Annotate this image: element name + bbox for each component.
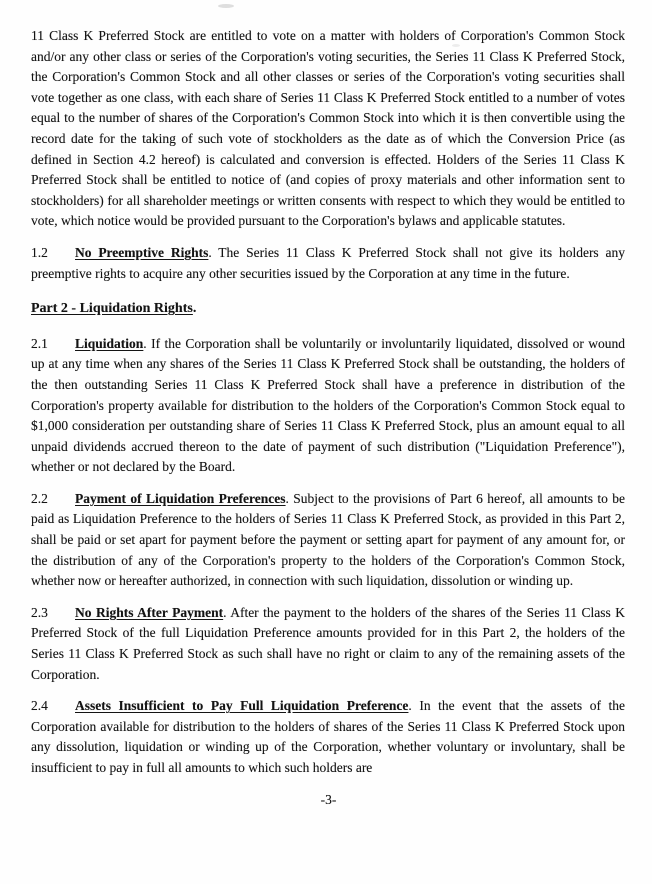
section-heading: Liquidation <box>75 335 144 351</box>
part-2-heading <box>31 299 625 320</box>
page-number: -3- <box>320 791 337 807</box>
scan-artifact <box>218 4 234 8</box>
section-heading: No Preemptive Rights <box>75 244 209 260</box>
section-2-3 <box>31 603 625 685</box>
part-2-heading-period: . <box>192 301 197 317</box>
section-2-1 <box>31 334 625 478</box>
section-number: 2.3 <box>31 604 48 620</box>
section-body: . If the Corporation shall be voluntarily or involuntarily liquidated, dissolved or wound up at any time when any shares of the Series 11 Class K Preferred Stock shall be outstanding, the holders of the then outstanding Series 11 Class K Preferred Stock shall have a preference in distribution of the Corporation's property available for distribution to the holders of the Corporation's Common Stock equal to $1,000 consideration per outstanding share of Series 11 Class K Preferred Stock, plus an amount equal to all unpaid dividends accrued thereon to the date of payment of such distribution ("Liquidation Preference"), whether or not declared by the Board. <box>31 335 625 475</box>
section-body: . In the event that the assets of the Corporation available for distribution to the holders of shares of the Series 11 Class K Preferred Stock upon any dissolution, liquidation or winding up of the Corporation, whether voluntary or involuntary, shall be insufficient to pay in full all amounts to which such holders are <box>31 698 625 775</box>
section-body: . Subject to the provisions of Part 6 hereof, all amounts to be paid as Liquidation Preference to the holders of Series 11 Class K Preferred Stock, as provided in this Part 2, shall be paid or set apart for payment before the payment or setting apart for payment of any amount for, or the distribution of any of the Corporation's property to the holders of the Corporation's Common Stock, whether now or hereafter authorized, in connection with such liquidation, dissolution or winding up. <box>31 490 625 589</box>
paragraph-continuation: 11 Class K Preferred Stock are entitled to vote on a matter with holders of Corporation's Common Stock and/or any other class or series of the Corporation's voting securities, the Series 11 Class K Preferred Stock, the Corporation's Common Stock and all other classes or series of the Corporation's voting securities shall vote together as one class, with each share of Series 11 Class K Preferred Stock entitled to a number of votes equal to the number of shares of the Corporation's Common Stock into which it is then convertible using the record date for the taking of such vote of stockholders as the date as of which the Conversion Price (as defined in Section 4.2 hereof) is calculated and conversion is effected. Holders of the Series 11 Class K Preferred Stock shall be entitled to notice of (and copies of proxy materials and other information sent to stockholders) for all shareholder meetings or written consents with respect to which they would be entitled to vote, which notice would be provided pursuant to the Corporation's bylaws and applicable statutes. <box>31 28 625 229</box>
section-1-2 <box>31 243 625 284</box>
section-2-2 <box>31 489 625 592</box>
section-number: 2.4 <box>31 698 48 714</box>
part-2-heading-text: Part 2 - Liquidation Rights <box>31 301 193 317</box>
section-number: 2.2 <box>31 490 48 506</box>
section-heading: Payment of Liquidation Preferences <box>75 490 286 506</box>
scan-artifact <box>452 44 460 47</box>
section-heading: No Rights After Payment <box>75 604 224 620</box>
section-number: 2.1 <box>31 335 48 351</box>
section-number: 1.2 <box>31 244 48 260</box>
section-heading: Assets Insufficient to Pay Full Liquidation Preference <box>75 698 409 714</box>
section-body: . After the payment to the holders of the shares of the Series 11 Class K Preferred Stock of the full Liquidation Preference amounts provided for in this Part 2, the holders of the Series 11 Class K Preferred Stock as such shall have no right or claim to any of the remaining assets of the Corporation. <box>31 604 625 682</box>
section-2-4 <box>31 696 625 778</box>
section-body: . The Series 11 Class K Preferred Stock shall not give its holders any preemptive rights to acquire any other securities issued by the Corporation at any time in the future. <box>31 244 625 281</box>
